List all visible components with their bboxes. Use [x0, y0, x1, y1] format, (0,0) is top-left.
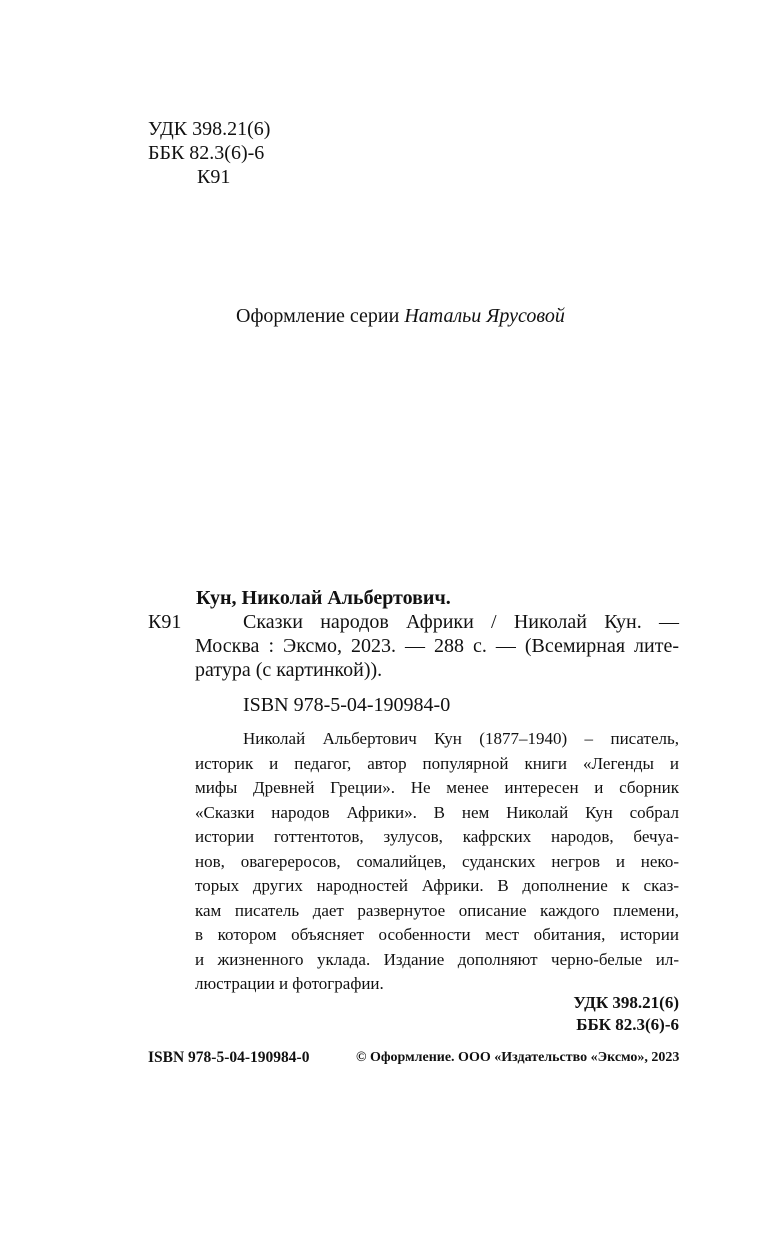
annotation-line-9: в котором объясняет особенности мест обитания, истории [195, 925, 679, 944]
bib-isbn: ISBN 978-5-04-190984-0 [243, 694, 451, 716]
series-designer-name: Натальи Ярусовой [404, 305, 565, 327]
annotation-line-7: торых других народностей Африки. В дополнение к сказ- [195, 876, 679, 895]
annotation-line-1: Николай Альбертович Кун (1877–1940) – писатель, [243, 729, 679, 748]
annotation-line-3: мифы Древней Греции». Не менее интересен и сборник [195, 778, 679, 797]
series-design-credit [236, 303, 565, 329]
udk-top: УДК 398.21(6) [148, 118, 271, 140]
footer-copyright: © Оформление. ООО «Издательство «Эксмо», 2023 [356, 1050, 680, 1065]
annotation-line-5: истории готтентотов, зулусов, кафрских народов, бечуа- [195, 827, 679, 846]
bib-line-1: Сказки народов Африки / Николай Кун. — [243, 611, 679, 633]
annotation-line-10: и жизненного уклада. Издание дополняют черно-белые ил- [195, 949, 679, 969]
author-mark-top: К91 [197, 166, 231, 188]
annotation-line-6: нов, овагереросов, сомалийцев, суданских негров и неко- [195, 851, 679, 871]
bib-line-3: ратура (с картинкой)). [195, 659, 383, 681]
annotation-line-4: «Сказки народов Африки». В нем Николай Кун собрал [195, 802, 679, 822]
footer-isbn: ISBN 978-5-04-190984-0 [148, 1049, 310, 1066]
annotation-line-2: историк и педагог, автор популярной книги «Легенды и [195, 753, 679, 773]
udk-bottom: УДК 398.21(6) [573, 993, 679, 1012]
bbk-top: ББК 82.3(6)-6 [148, 142, 265, 164]
annotation-line-11: люстрации и фотографии. [195, 974, 384, 993]
author-heading: Кун, Николай Альбертович. [196, 587, 451, 609]
series-design-prefix: Оформление серии [236, 305, 400, 327]
annotation-line-8: кам писатель дает развернутое описание каждого племени, [195, 900, 679, 920]
author-mark: К91 [148, 611, 182, 633]
bbk-bottom: ББК 82.3(6)-6 [576, 1015, 679, 1034]
bib-line-2: Москва : Эксмо, 2023. — 288 с. — (Всемирная лите- [195, 635, 679, 657]
